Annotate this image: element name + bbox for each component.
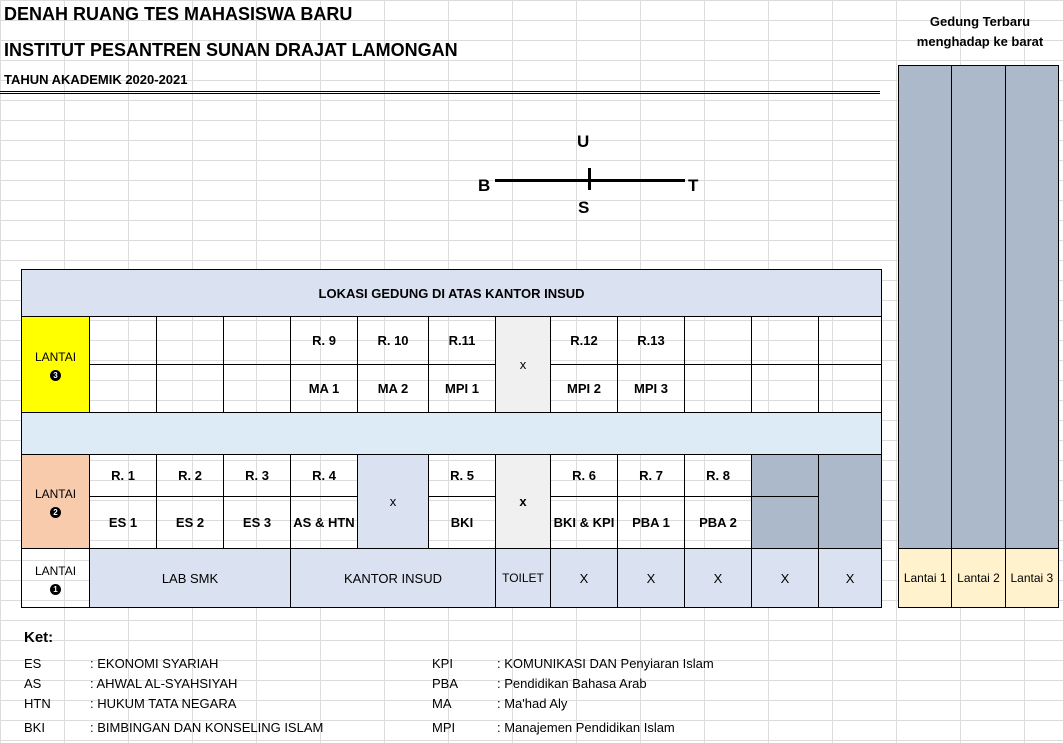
class-bki: BKI [429,497,496,549]
floor-1-x: X [551,549,618,608]
floor-2-label [22,455,90,549]
legend-title: Ket: [24,629,54,646]
legend-left-desc [90,654,323,738]
floor-1-x: X [819,549,882,608]
floor-3-x-cell: x [496,317,551,413]
legend-right-desc [497,654,714,738]
legend-abbr-pba: PBA [432,676,459,691]
new-building-column-3 [1005,66,1058,549]
new-building-column-1 [899,66,952,549]
room-r5: R. 5 [429,455,496,497]
compass-west: B [478,176,491,195]
empty-cell [157,365,224,413]
legend-abbr-ma: MA [432,696,452,711]
new-building-floor-1: Lantai 1 [899,549,952,608]
steel-cell [752,455,819,497]
title-line-1: DENAH RUANG TES MAHASISWA BARU [4,4,353,24]
class-mpi3: MPI 3 [618,365,685,413]
room-r6: R. 6 [551,455,618,497]
room-r13: R.13 [618,317,685,365]
empty-cell [819,365,882,413]
room-r11: R.11 [429,317,496,365]
floor-3-number-icon: 3 [50,370,61,381]
legend-abbr-htn: HTN [24,696,51,711]
floor-1-number-icon: 1 [50,584,61,595]
legend-desc-mpi: : Manajemen Pendidikan Islam [497,720,675,735]
empty-cell [224,365,291,413]
room-r12: R.12 [551,317,618,365]
room-r9: R. 9 [291,317,358,365]
legend-desc-es: : EKONOMI SYARIAH [90,656,219,671]
empty-cell [819,317,882,365]
compass-east: T [688,176,699,195]
empty-cell [685,317,752,365]
floor-2-x-cell-2: x [496,455,551,549]
steel-cell [752,497,819,549]
legend-abbr-es: ES [24,656,42,671]
class-bki-kpi: BKI & KPI [551,497,618,549]
class-mpi1: MPI 1 [429,365,496,413]
legend-desc-ma: : Ma'had Aly [497,696,568,711]
legend-abbr-bki: BKI [24,720,45,735]
floor-1-x: X [752,549,819,608]
steel-cell [819,455,882,549]
room-r1: R. 1 [90,455,157,497]
room-r8: R. 8 [685,455,752,497]
class-pba1: PBA 1 [618,497,685,549]
empty-cell [90,365,157,413]
floor-2-number-icon: 2 [50,507,61,518]
class-pba2: PBA 2 [685,497,752,549]
room-r7: R. 7 [618,455,685,497]
room-r2: R. 2 [157,455,224,497]
plan-header: LOKASI GEDUNG DI ATAS KANTOR INSUD [22,270,882,317]
empty-cell [752,365,819,413]
room-r10: R. 10 [358,317,429,365]
legend-desc-kpi: : KOMUNIKASI DAN Penyiaran Islam [497,656,714,671]
new-building-title [900,12,1060,52]
title-line-3: TAHUN AKADEMIK 2020-2021 [4,72,188,87]
separator-band [22,413,882,455]
floor-3-word: LANTAI [34,350,77,364]
kantor-insud: KANTOR INSUD [291,549,496,608]
legend-left-abbr [24,654,51,738]
floor-2-word: LANTAI [34,487,77,501]
empty-cell [157,317,224,365]
empty-cell [685,365,752,413]
floor-1-x: X [618,549,685,608]
room-r4: R. 4 [291,455,358,497]
new-building-diagram [898,65,1059,608]
floor-1-word: LANTAI [34,563,77,578]
compass-tick [588,168,591,190]
floor-plan-table [21,269,882,608]
header-divider [0,91,880,94]
new-building-column-2 [952,66,1005,549]
class-ma2: MA 2 [358,365,429,413]
floor-1-x: X [685,549,752,608]
legend-desc-as: : AHWAL AL-SYAHSIYAH [90,676,238,691]
legend-abbr-as: AS [24,676,42,691]
floor-1-label [22,549,90,608]
new-building-floor-3: Lantai 3 [1005,549,1058,608]
class-es2: ES 2 [157,497,224,549]
class-mpi2: MPI 2 [551,365,618,413]
new-building-title-line-1: Gedung Terbaru [929,14,1031,29]
room-r3: R. 3 [224,455,291,497]
empty-cell [224,317,291,365]
legend-desc-bki: : BIMBINGAN DAN KONSELING ISLAM [90,720,324,735]
legend-abbr-mpi: MPI [432,720,456,735]
class-as-htn: AS & HTN [291,497,358,549]
new-building-floor-2: Lantai 2 [952,549,1005,608]
empty-cell [752,317,819,365]
class-es3: ES 3 [224,497,291,549]
compass-north: U [577,132,590,151]
legend-desc-pba: : Pendidikan Bahasa Arab [497,676,647,691]
new-building-title-line-2: menghadap ke barat [916,34,1044,49]
class-es1: ES 1 [90,497,157,549]
toilet: TOILET [496,549,551,608]
legend-desc-htn: : HUKUM TATA NEGARA [90,696,237,711]
legend-right-abbr [432,654,458,738]
floor-2-x-cell-1: x [358,455,429,549]
class-ma1: MA 1 [291,365,358,413]
floor-3-label [22,317,90,413]
legend-abbr-kpi: KPI [432,656,453,671]
title-line-2: INSTITUT PESANTREN SUNAN DRAJAT LAMONGAN [4,40,458,60]
compass-south: S [578,198,590,217]
empty-cell [90,317,157,365]
lab-smk: LAB SMK [90,549,291,608]
